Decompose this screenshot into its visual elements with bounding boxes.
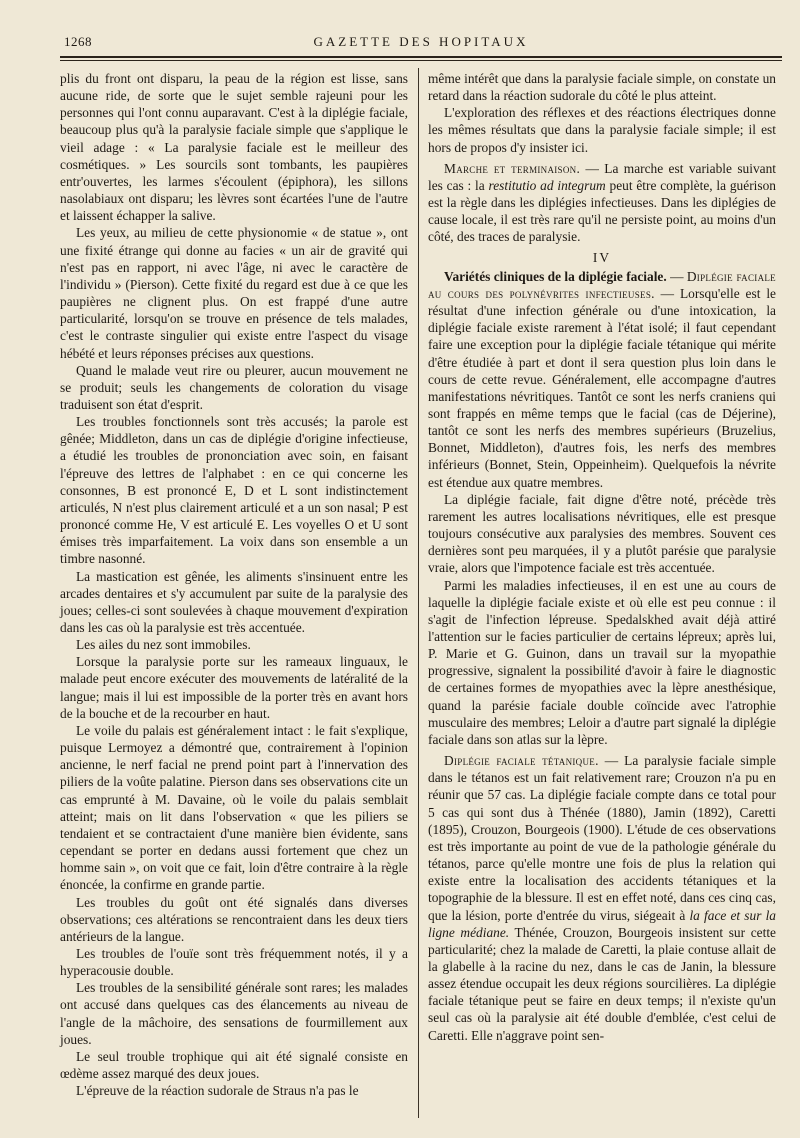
- paragraph: La diplégie faciale, fait digne d'être noté, précède très rarement les autres localisations névritiques, elle est presque toujours consécutive aux paralysies des membres. Souvent ces dernières sont peu marquées, il y a plutôt parésie que paralysie vraie, alors que l'impotence faciale est très accentuée.: [428, 491, 776, 576]
- paragraph: Les troubles de la sensibilité générale sont rares; les malades ont accusé dans quelques cas des élancements au niveau de l'angle de la mâchoire, des sensations de fourmillement aux joues.: [60, 980, 408, 1047]
- paragraph: même intérêt que dans la paralysie faciale simple, on constate un retard dans la réaction sudorale du côté le plus atteint.: [428, 71, 776, 104]
- paragraph: Le seul trouble trophique qui ait été signalé consiste en œdème assez marqué des deux joues.: [60, 1048, 408, 1082]
- paragraph: Les troubles fonctionnels sont très accusés; la parole est gênée; Middleton, dans un cas de diplégie d'origine infectieuse, a étudié les troubles de prononciation avec soin, en faisant l'épreuve des lettres de l'alphabet : en ce qui concerne les consonnes, B est prononcé E, D et L sont indistinctement articulés, N n'est plus clairement articulé et a un son nasal; P est prononcé comme He, V est articulé E. Les voyelles O et U sont émises très imparfaitement. La voix dans son ensemble a un timbre nasonné.: [60, 414, 408, 567]
- paragraph: Les troubles de l'ouïe sont très fréquemment notés, il y a hyperacousie double.: [60, 945, 408, 979]
- page-number: 1268: [64, 34, 92, 49]
- paragraph: L'épreuve de la réaction sudorale de Straus n'a pas le: [76, 1083, 359, 1099]
- paragraph: Quand le malade veut rire ou pleurer, aucun mouvement ne se produit; seuls les changements de coloration du visage traduisent son état d'esprit.: [60, 362, 408, 412]
- journal-title: GAZETTE DES HOPITAUX: [313, 34, 529, 49]
- subsection-heading: Diplégie faciale au cours des polynévrites infectieuses.: [428, 268, 776, 301]
- section-title: Variétés cliniques de la diplégie faciale.: [444, 268, 667, 284]
- paragraph: plis du front ont disparu, la peau de la région est lisse, sans aucune ride, de sorte que le sujet semble rajeuni pour les personnes qui l'ont connu auparavant. C'est à la diplégie faciale, beaucoup plus qu'à la paralysie faciale simple que s'applique le vieil adage : « La paralysie faciale est le meilleur des cosmétiques. » Les sourcils sont tombants, les paupières entr'ouvertes, les larmes s'écoulent (épiphora), les sillons nasolabiaux ont disparu; les lèvres sont écartées l'une de l'autre et laissent échapper la salive.: [60, 71, 408, 224]
- paragraph: Les yeux, au milieu de cette physionomie « de statue », ont une fixité étrange qui donne au facies « un air de gravité qui n'est pas en rapport, ni avec l'âge, ni avec le caractère de l'individu » (Pierson). Cette fixité du regard est due à ce que les paupières ne clignent plus. On est frappé d'une autre particularité, lorsqu'on se trouve en présence de tels malades, c'est le contraste singulier qui existe entre l'aspect du visage hébété et leurs réponses précises aux questions.: [60, 225, 408, 361]
- page-header: [60, 32, 782, 52]
- paragraph: Variétés cliniques de la diplégie faciale. — Diplégie faciale au cours des polynévrites infectieuses. — Lorsqu'elle est le résultat d'une infection générale ou d'une intoxication, la diplégie faciale existe rarement à l'état isolé; il faut cependant faire une exception pour la diplégie faciale tétanique qui mérite d'être étudiée à part et dont il sera question plus loin dans le cours de cette revue. Généralement, elle accompagne d'autres manifestations névritiques. Tantôt ce sont les nerfs craniens qui sont frappés en même temps que le facial (cas de Déjerine), tantôt ce sont les nerfs des membres supérieurs (Bruzelius, Bonnet, Middleton), d'autres fois, les nerfs des membres inférieurs (Bonnet, Stein, Oppeinheim). Quelquefois la névrite est étendue aux quatre membres.: [428, 268, 776, 490]
- column-divider: [418, 68, 419, 1118]
- paragraph: Diplégie faciale tétanique. — La paralysie faciale simple dans le tétanos est un fait relativement rare; Crouzon n'a pu en réunir que 57 cas. La diplégie faciale compte dans ce total pour 5 cas qui sont dus à Thénée (1880), Jamin (1892), Caretti (1895), Crouzon, Bourgeois (1900). L'étude de ces observations est très importante au point de vue de la pathologie générale du tétanos, parce qu'elle montre une fois de plus la relation qui existe entre la localisation des accidents tétaniques et la topographie de la blessure. Il est en effet noté, dans ces cinq cas, que la lésion, porte d'entrée du virus, siégeait à la face et sur la ligne médiane. Thénée, Crouzon, Bourgeois insistent sur cette particularité; chez la malade de Caretti, la plaie contuse allait de la glabelle à la racine du nez, dans le cas de Janin, la blessure assez étendue occupait les deux régions sourcilières. La diplégie faciale tétanique peut se faire en deux temps; il n'existe qu'un seul cas où la paralysie ait été double d'emblée, c'est celui de Caretti. Elle n'aggrave point sen-: [428, 753, 777, 1043]
- subsection-heading: Marche et terminaison.: [444, 160, 581, 176]
- header-rule-thin: [60, 60, 782, 61]
- paragraph: Les ailes du nez sont immobiles.: [76, 637, 251, 653]
- right-column: [428, 70, 776, 1044]
- section-number: IV: [592, 249, 612, 265]
- paragraph: Marche et terminaison. — La marche est variable suivant les cas : la restitutio ad integrum peut être complète, la guérison est la règle dans les diplégies infectieuses. Dans les diplégies de cause locale, il est très rare qu'il ne persiste point, au moins d'un côté, des traces de paralysie.: [428, 160, 777, 245]
- paragraph: Les troubles du goût ont été signalés dans diverses observations; ces altérations se rencontraient dans les deux tiers antérieurs de la langue.: [60, 894, 408, 944]
- paragraph: Parmi les maladies infectieuses, il en est une au cours de laquelle la diplégie faciale existe et où elle est peu connue : il s'agit de l'infection lépreuse. Spedalskhed avait déjà attiré l'attention sur le facies particulier de certains lépreux; après lui, P. Marie et G. Guinon, dans un travail sur la myopathie progressive, signalent la possibilité d'avoir à faire le diagnostic de certaines formes de myopathies avec la lèpre anesthésique, quand la parésie faciale double coïncide avec l'atrophie musculaire des membres; Leloir a d'autre part signalé la diplégie faciale dans son atlas sur la lèpre.: [428, 577, 776, 747]
- subsection-heading: Diplégie faciale tétanique.: [444, 753, 599, 769]
- header-rule: [60, 56, 782, 58]
- paragraph: Lorsque la paralysie porte sur les rameaux linguaux, le malade peut encore exécuter des mouvements de latéralité de la langue; mais il lui est impossible de la porter très en avant hors de la bouche et de la recourber en haut.: [60, 654, 408, 721]
- paragraph: La mastication est gênée, les aliments s'insinuent entre les arcades dentaires et s'y accumulent par suite de la paralysie des joues; celles-ci sont soulevées à chaque mouvement d'expiration dans les cas où la paralysie est très accentuée.: [60, 568, 408, 635]
- left-column: [60, 70, 408, 1099]
- paragraph: Le voile du palais est généralement intact : le fait s'explique, puisque Lermoyez a démontré que, contrairement à l'opinion ancienne, le nerf facial ne prend point part à l'innervation des piliers de la voûte palatine. Pierson dans ses observations cite un cas emprunté à M. Davaine, où le voile du palais semblait atteint; mais on lit dans l'observation « que les piliers se tendaient et se contractaient d'une manière bien évidente, sans cependant se porter en dedans aussi fortement que chez un homme sain », on voit que ce fait, loin d'être contraire à la règle énoncée, la confirme en grande partie.: [60, 722, 408, 893]
- paragraph: L'exploration des réflexes et des réactions électriques donne les mêmes résultats que dans la paralysie faciale simple; il est hors de propos d'y insister ici.: [428, 105, 776, 155]
